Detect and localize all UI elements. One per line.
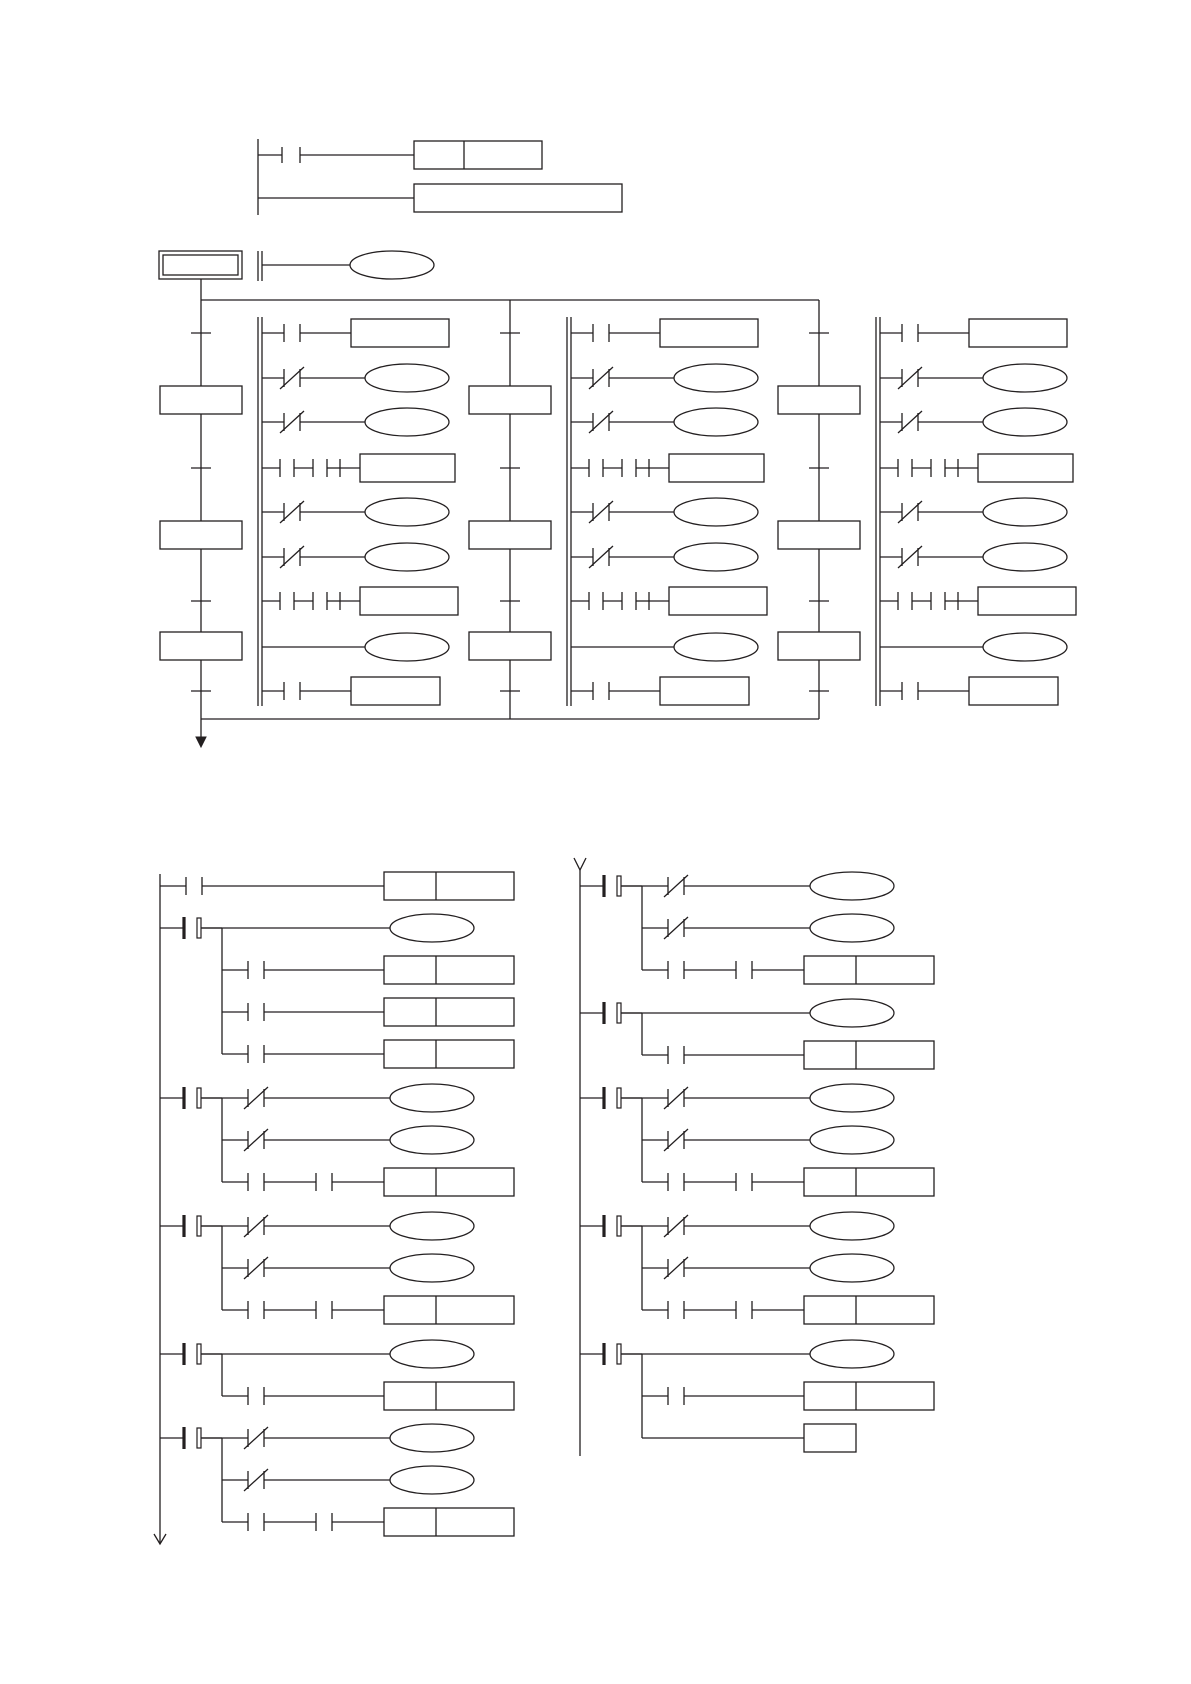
stl-contact [617,1088,621,1108]
sfc-column [469,300,767,719]
coil [390,914,474,942]
instruction-box [969,677,1058,705]
step-box [778,632,860,660]
step-box [469,632,551,660]
stl-contact [617,1344,621,1364]
coil [390,1254,474,1282]
instruction-box [804,1168,934,1196]
instruction-box [384,1168,514,1196]
coil [365,543,449,571]
step-box [469,521,551,549]
instruction-box [414,141,542,169]
coil [983,408,1067,436]
stl-contact [197,1428,201,1448]
coil [674,364,758,392]
initial-step-inner [163,255,238,275]
coil [810,1212,894,1240]
coil [810,1254,894,1282]
sfc-column [160,300,458,719]
step-box [160,521,242,549]
step-box [778,521,860,549]
step-box [778,386,860,414]
instruction-box [351,319,449,347]
coil [810,872,894,900]
instruction-box [978,587,1076,615]
stl-contact [197,1216,201,1236]
coil [810,914,894,942]
coil [365,633,449,661]
upper-sfc-diagram [159,139,1076,747]
instruction-box [384,1040,514,1068]
sfc-column [778,300,1076,719]
instruction-box [360,454,455,482]
stl-contact [617,876,621,896]
coil [983,364,1067,392]
step-box [469,386,551,414]
coil [365,364,449,392]
coil [674,633,758,661]
coil [810,1084,894,1112]
instruction-box [978,454,1073,482]
coil [810,1126,894,1154]
instruction-box [384,1382,514,1410]
coil [810,1340,894,1368]
coil [390,1424,474,1452]
lower-ladder-diagram [154,858,934,1544]
ladder-column [154,872,514,1544]
instruction-box [804,1382,934,1410]
stl-contact [197,918,201,938]
step-box [160,632,242,660]
coil [810,999,894,1027]
instruction-box [804,956,934,984]
stl-contact [197,1088,201,1108]
instruction-box [351,677,440,705]
coil [674,543,758,571]
coil [983,633,1067,661]
instruction-box [660,677,749,705]
instruction-box [384,956,514,984]
instruction-box [660,319,758,347]
coil [390,1212,474,1240]
coil [390,1084,474,1112]
instruction-box [384,998,514,1026]
coil [350,251,434,279]
instruction-box [384,872,514,900]
arrow-down-icon [196,737,206,747]
instruction-box [804,1424,856,1452]
step-box [160,386,242,414]
coil [390,1466,474,1494]
stl-contact [617,1003,621,1023]
instruction-box [804,1041,934,1069]
instruction-box [804,1296,934,1324]
arrow-down-icon [574,858,586,870]
coil [674,408,758,436]
coil [390,1340,474,1368]
coil [983,498,1067,526]
instruction-box [969,319,1067,347]
coil [983,543,1067,571]
instruction-box [414,184,622,212]
instruction-box [669,454,764,482]
ladder-column [574,858,934,1456]
stl-contact [617,1216,621,1236]
instruction-box [384,1296,514,1324]
instruction-box [669,587,767,615]
coil [674,498,758,526]
stl-contact [197,1344,201,1364]
coil [365,408,449,436]
coil [365,498,449,526]
coil [390,1126,474,1154]
instruction-box [384,1508,514,1536]
instruction-box [360,587,458,615]
